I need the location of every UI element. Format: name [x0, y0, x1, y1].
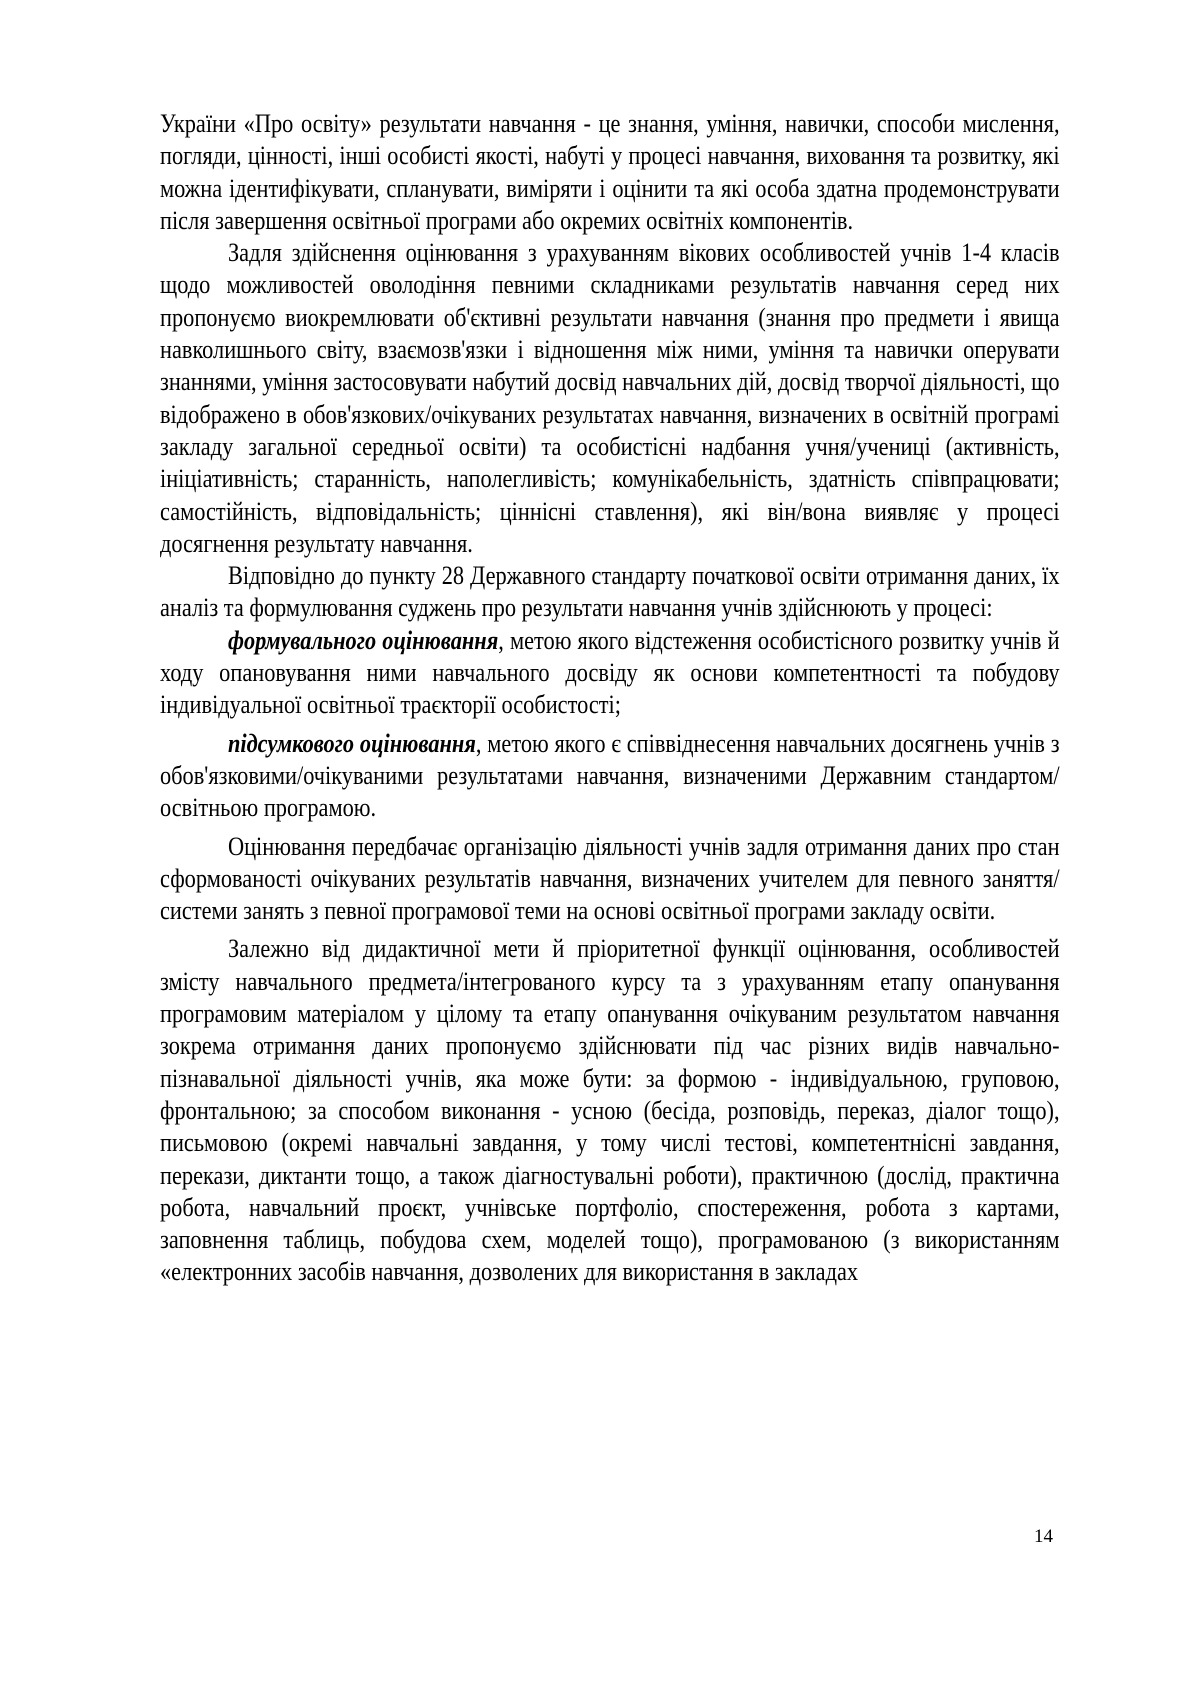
paragraph-7: Залежно від дидактичної мети й пріоритетної функції оцінювання, особливостей змісту навчального предмета/інтегрованого курсу та з урахуванням етапу опанування програмовим матеріалом у цілому та етапу опанування очікуваним результатом навчання зокрема отримання даних пропонуємо здійснювати під час різних видів навчально-пізнавальної діяльності учнів, яка може бути: за формою - індивідуальною, груповою, фронтальною; за способом виконання - усною (бесіда, розповідь, переказ, діалог тощо), письмовою (окремі навчальні завдання, у тому числі тестові, компетентнісні завдання, перекази, диктанти тощо, а також діагностувальні роботи), практичною (дослід, практична робота, навчальний проєкт, учнівське портфоліо, спостереження, робота з картами, заповнення таблиць, побудова схем, моделей тощо), програмованою (з використанням «електронних засобів навчання, дозволених для використання в закладах [160, 934, 1060, 1287]
term-summative: підсумкового оцінювання [227, 728, 476, 758]
summative-text: , метою якого є співвіднесення навчальних досягнень учнів з обов'язковими/очікуваними результатами навчання, визначеними Державним стандартом/освітньою програмою. [160, 728, 1060, 823]
paragraph-1: України «Про освіту» результати навчання - це знання, уміння, навички, способи мислення, погляди, цінності, інші особисті якості, набуті у процесі навчання, виховання та розвитку, які можна ідентифікувати, спланувати, виміряти і оцінити та які особа здатна продемонструвати після завершення освітньої програми або окремих освітніх компонентів. [160, 109, 1060, 235]
term-formative: формувального оцінювання [227, 625, 499, 655]
paragraph-2: Задля здійснення оцінювання з урахуванням вікових особливостей учнів 1-4 класів щодо можливостей оволодіння певними складниками результатів навчання серед них пропонуємо виокремлювати об'єктивні результати навчання (знання про предмети і явища навколишнього світу, взаємозв'язки і відношення між ними, уміння та навички оперувати знаннями, уміння застосовувати набутий досвід навчальних дій, досвід творчої діяльності, що відображено в обов'язкових/очікуваних результатах навчання, визначених в освітній програмі закладу загальної середньої освіти) та особистісні надбання учня/учениці (активність, ініціативність; старанність, наполегливість; комунікабельність, здатність співпрацювати; самостійність, відповідальність; ціннісні ставлення), які він/вона виявляє у процесі досягнення результату навчання. [160, 238, 1060, 558]
paragraph-3: Відповідно до пункту 28 Державного стандарту початкової освіти отримання даних, їх аналіз та формулювання суджень про результати навчання учнів здійснюють у процесі: [160, 561, 1060, 623]
formative-text: , метою якого відстеження особистісного розвитку учнів й ходу опановування ними навчального досвіду як основи компетентності та побудову індивідуальної освітньої траєкторії особистості; [160, 625, 1060, 720]
paragraph-summative [160, 728, 1060, 825]
paragraph-6: Оцінювання передбачає організацію діяльності учнів задля отримання даних про стан сформованості очікуваних результатів навчання, визначених учителем для певного заняття/системи занять з певної програмової теми на основі освітньої програми закладу освіти. [160, 831, 1060, 926]
paragraph-formative [160, 625, 1060, 722]
page-number: 14 [1034, 1526, 1053, 1547]
document-page [160, 108, 1060, 1289]
